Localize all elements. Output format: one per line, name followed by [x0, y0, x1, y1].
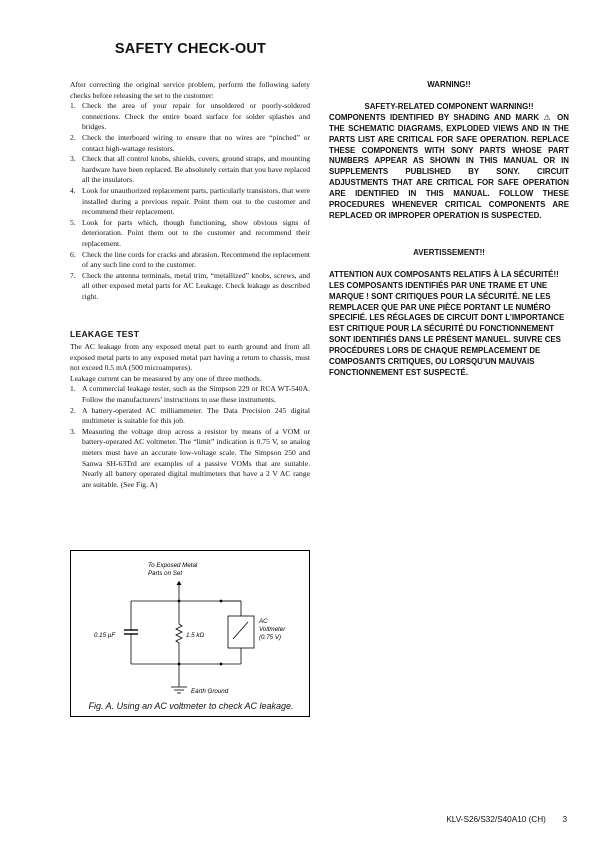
list-item — [70, 186, 310, 218]
item-text: Look for parts which, though functioning, show obvious signs of deterioration. Point them out to the customer and recommend their replacement. — [82, 217, 310, 248]
figure-caption: Fig. A. Using an AC voltmeter to check AC leakage. — [88, 701, 294, 711]
earth-ground-label: Earth Ground — [191, 688, 229, 695]
item-number: 4. — [70, 185, 76, 195]
avertissement-body: LES COMPOSANTS IDENTIFIÉS PAR UNE TRAME ET UNE MARQUE ! SONT CRITIQUES POUR LA SÉCURITÉ. NE LES REMPLACER QUE PAR UNE PIÈCE PORTANT LE NUMÉRO SPECIFIÉ. LES RÉGLAGES DE CIRCUIT DONT L’IMPORTANCE EST CRITIQUE POUR LA SÉCURITÉ DU FONCTIONNEMENT SONT IDENTIFIÉS DANS LE PRÉSENT MANUEL. SUIVRE CES PROCÉDURES LORS DE CHAQUE REMPLACEMENT DE COMPOSANTS CRITIQUES, OU LORSQU’UN MAUVAIS FONCTIONNEMENT EST SUSPECTÉ. — [329, 280, 565, 377]
safety-checks-section — [70, 80, 310, 302]
item-number: 1. — [70, 101, 76, 111]
list-item — [70, 250, 310, 271]
resistor-label: 1.5 kΩ — [186, 632, 205, 639]
avertissement-line1: ATTENTION AUX COMPOSANTS RELATIFS À LA SÉCURITÉ!! — [329, 269, 559, 279]
list-item — [70, 384, 310, 405]
list-item — [70, 133, 310, 154]
warnings-section — [329, 80, 569, 379]
item-number: 3. — [70, 154, 76, 164]
capacitor-label: 0.15 µF — [94, 632, 116, 639]
warning-subheading: SAFETY-RELATED COMPONENT WARNING!! — [364, 101, 534, 111]
leakage-methods-intro: Leakage current can be measured by any one of three methods. — [70, 373, 262, 383]
leakage-intro: The AC leakage from any exposed metal part to earth ground and from all exposed metal parts to any exposed metal part having a return to chassis, must not exceed 0.5 mA (500 microamperes). — [70, 342, 310, 373]
item-text: Check that all control knobs, shields, covers, ground straps, and mounting hardware have been replaced. Be absolutely certain that you have replaced all the insulators. — [82, 154, 310, 185]
leakage-test-heading: LEAKAGE TEST — [70, 329, 140, 339]
item-text: Check the interboard wiring to ensure that no wires are “pinched” or contact high-wattage resistors. — [82, 132, 310, 153]
item-text: Look for unauthorized replacement parts, particularly transistors, that were installed during a previous repair. Point them out to the customer and recommend their replacement. — [82, 185, 310, 217]
item-number: 7. — [70, 270, 76, 280]
item-number: 6. — [70, 249, 76, 259]
item-text: Check the line cords for cracks and abrasion. Recommend the replacement of any such line cord to the customer. — [82, 249, 310, 270]
checks-list — [70, 101, 310, 302]
page-title: SAFETY CHECK-OUT — [114, 41, 267, 57]
list-item — [70, 154, 310, 186]
checks-intro: After correcting the original service problem, perform the following safety checks before releasing the set to the customer: — [70, 80, 310, 100]
page-footer — [446, 815, 567, 824]
avertissement-heading: AVERTISSEMENT!! — [413, 247, 485, 257]
voltmeter-label-line3: (0.75 V) — [259, 634, 282, 641]
list-item — [70, 271, 310, 303]
item-number: 5. — [70, 217, 76, 227]
item-number: 2. — [70, 405, 76, 415]
item-number: 1. — [70, 384, 76, 394]
probe-label-line1: To Exposed Metal — [148, 562, 198, 569]
voltmeter-label-line1: AC — [259, 618, 268, 625]
leakage-circuit-diagram — [71, 551, 309, 716]
methods-list — [70, 384, 310, 490]
voltmeter-label-line2: Voltmeter — [259, 626, 286, 633]
item-text: Check the antenna terminals, metal trim, “metallized” knobs, screws, and all other exposed metal parts for AC Leakage. Check leakage as described right. — [82, 270, 310, 301]
list-item — [70, 427, 310, 491]
item-text: Measuring the voltage drop across a resistor by means of a VOM or battery-operated AC voltmeter. The “limit” indication is 0.75 V, so analog meters must have an accurate low-voltage scale. The Simpson 250 and Sanwa SH-63Trd are examples of a passive VOMs that are suitable. Nearly all battery operated digital multimeters that have a 2 V AC range are suitable. (See Fig. A) — [82, 426, 310, 489]
warning-heading: WARNING!! — [427, 80, 471, 89]
page-number: 3 — [562, 815, 567, 824]
item-number: 3. — [70, 426, 76, 436]
item-number: 2. — [70, 132, 76, 142]
list-item — [70, 101, 310, 133]
item-text: Check the area of your repair for unsoldered or poorly-soldered connections. Check the entire board surface for solder splashes and bridges. — [82, 101, 310, 132]
list-item — [70, 218, 310, 250]
figure-a — [70, 550, 310, 717]
item-text: A battery-operated AC milliammeter. The Data Precision 245 digital multimeter is suitable for this job. — [82, 405, 310, 426]
list-item — [70, 406, 310, 427]
leakage-test-section — [70, 342, 310, 490]
item-text: A commercial leakage tester, such as the Simpson 229 or RCA WT-540A. Follow the manufacturers’ instructions to use these instruments. — [82, 384, 310, 404]
model-number: KLV-S26/S32/S40A10 (CH) — [446, 815, 546, 824]
warning-body: COMPONENTS IDENTIFIED BY SHADING AND MARK ⚠ ON THE SCHEMATIC DIAGRAMS, EXPLODED VIEWS AND IN THE PARTS LIST ARE CRITICAL FOR SAFE OPERATION. REPLACE THESE COMPONENTS WITH SONY PARTS WHOSE PART NUMBERS APPEAR AS SHOWN IN THIS MANUAL OR IN SUPPLEMENTS PUBLISHED BY SONY. CIRCUIT ADJUSTMENTS THAT ARE CRITICAL FOR SAFE OPERATION ARE IDENTIFIED IN THIS MANUAL. FOLLOW THESE PROCEDURES WHENEVER CRITICAL COMPONENTS ARE REPLACED OR IMPROPER OPERATION IS SUSPECTED. — [329, 112, 569, 220]
probe-label-line2: Parts on Set — [148, 570, 183, 577]
